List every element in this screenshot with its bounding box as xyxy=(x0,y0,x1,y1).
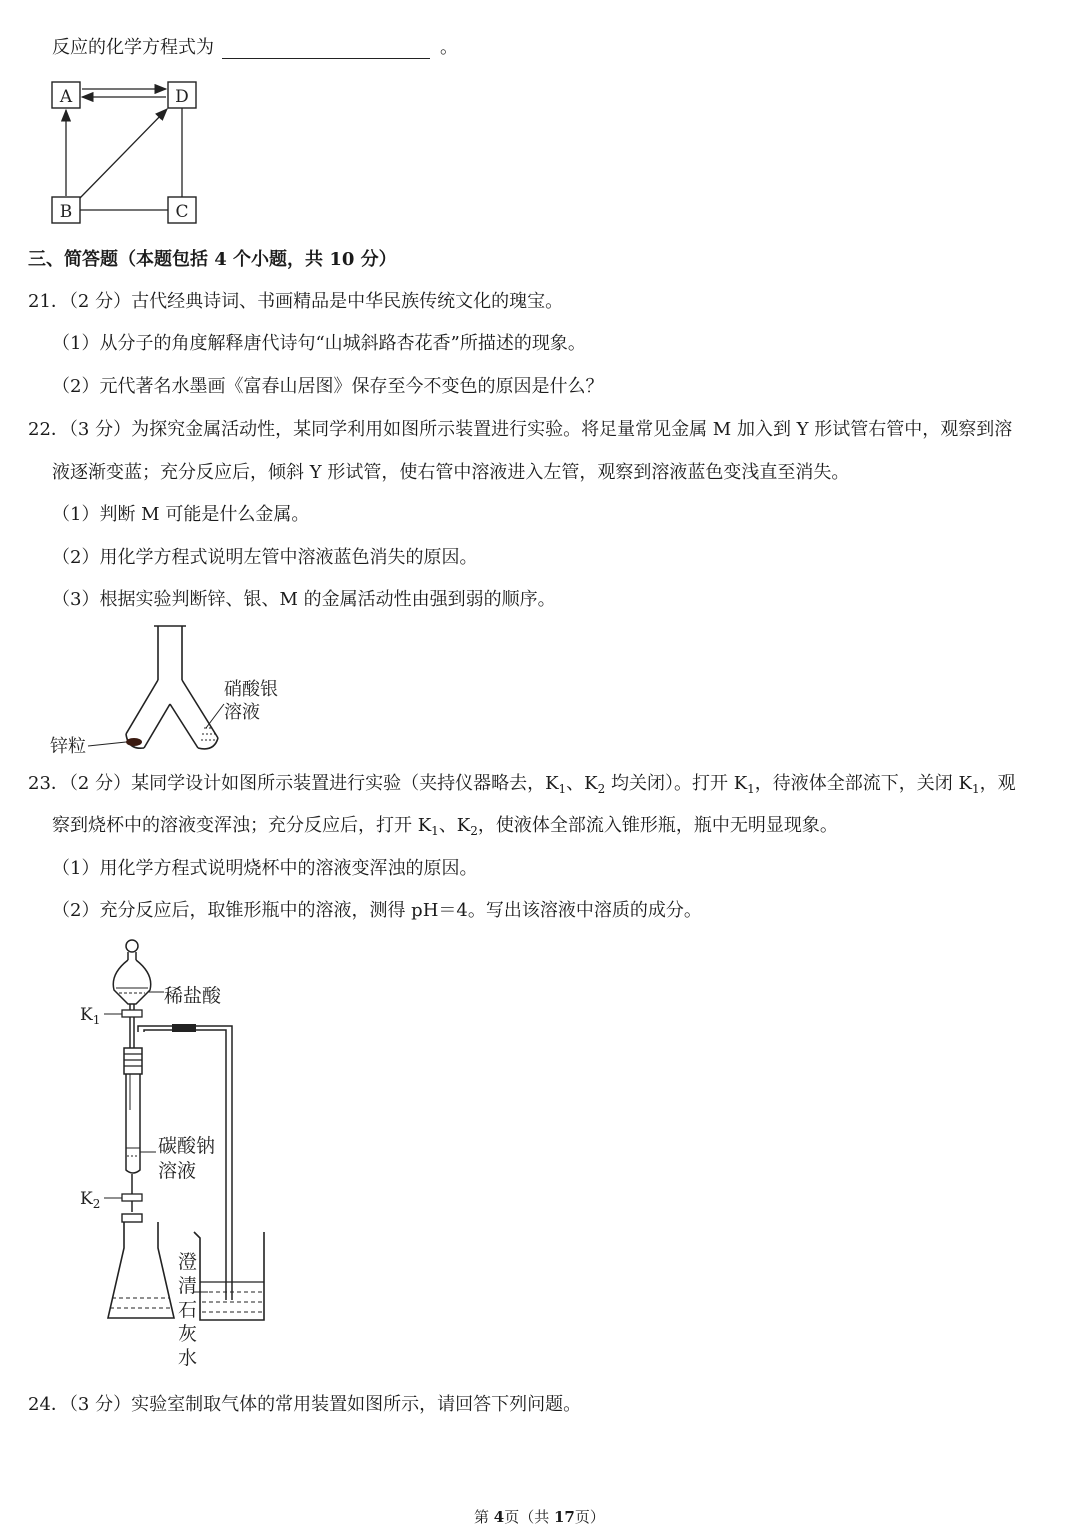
footer-page-number: 4 xyxy=(493,1508,505,1526)
q23-stem-line1 xyxy=(28,773,1016,796)
q23-stem1-b: 、K xyxy=(566,773,598,794)
q21-stem: 21．（2 分）古代经典诗词、书画精品是中华民族传统文化的瑰宝。 xyxy=(28,291,564,312)
label-limewater-5: 水 xyxy=(178,1347,198,1369)
node-d-label: D xyxy=(175,87,189,107)
label-silver-nitrate: 硝酸银 xyxy=(224,679,278,700)
sub-2: 2 xyxy=(597,782,606,796)
q22-part2: （2）用化学方程式说明左管中溶液蓝色消失的原因。 xyxy=(52,547,478,568)
label-sodium-carbonate: 碳酸钠 xyxy=(158,1135,216,1157)
q23-stem-line2 xyxy=(52,815,838,838)
q23-stem1-d: ，待液体全部流下，关闭 K xyxy=(754,773,972,794)
sub-1: 1 xyxy=(431,824,439,838)
q23-stem1-a: 23．（2 分）某同学设计如图所示装置进行实验（夹持仪器略去，K xyxy=(28,773,559,794)
label-solution: 溶液 xyxy=(224,702,260,723)
stopper xyxy=(124,1048,142,1074)
sub-1: 1 xyxy=(971,782,980,796)
label-limewater-2: 清 xyxy=(178,1275,198,1297)
apparatus-figure xyxy=(48,930,308,1376)
q22-part1: （1）判断 M 可能是什么金属。 xyxy=(52,504,310,525)
label-leader-solution xyxy=(206,704,224,728)
q23-stem2-b: 、K xyxy=(438,815,471,836)
q23-stem2-c: ，使液体全部流入锥形瓶，瓶中无明显现象。 xyxy=(477,815,838,836)
k1-stopcock xyxy=(122,1010,142,1017)
label-leader-zinc xyxy=(88,742,126,746)
label-zinc-granule: 锌粒 xyxy=(50,736,86,757)
q21-part2: （2）元代著名水墨画《富春山居图》保存至今不变色的原因是什么？ xyxy=(52,376,604,397)
node-a-label: A xyxy=(59,87,73,107)
q23-stem1-e: ，观 xyxy=(979,773,1016,794)
label-limewater-3: 石 xyxy=(178,1299,198,1321)
q20-prompt: 反应的化学方程式为 xyxy=(52,37,214,58)
conical-flask xyxy=(108,1222,174,1318)
q23-part2: （2）充分反应后，取锥形瓶中的溶液，测得 pH＝4。写出该溶液中溶质的成分。 xyxy=(52,900,702,921)
separatory-funnel-bulb xyxy=(113,960,150,1004)
q23-stem1-c: 均关闭）。打开 K xyxy=(605,773,748,794)
label-limewater-1: 澄 xyxy=(178,1251,198,1273)
y-tube-right-arm-outer xyxy=(182,680,218,738)
label-k1 xyxy=(80,1005,100,1027)
k1-k: K xyxy=(80,1005,93,1025)
zinc-granule xyxy=(126,738,142,746)
node-b-label: B xyxy=(59,202,73,222)
q22-stem-line2: 液逐渐变蓝；充分反应后，倾斜 Y 形试管，使右管中溶液进入左管，观察到溶液蓝色变浅直至消失。 xyxy=(52,462,850,483)
label-dilute-hcl: 稀盐酸 xyxy=(164,985,222,1007)
footer-c: 页） xyxy=(574,1508,605,1526)
q23-stem2-a: 察到烧杯中的溶液变浑浊；充分反应后，打开 K xyxy=(52,815,432,836)
page-footer xyxy=(474,1506,605,1528)
reaction-tube xyxy=(126,1074,140,1173)
footer-total-pages: 17 xyxy=(554,1508,575,1526)
q21-part1: （1）从分子的角度解释唐代诗句“山城斜路杏花香”所描述的现象。 xyxy=(52,333,586,354)
sub-1: 1 xyxy=(558,782,567,796)
q23-part1: （1）用化学方程式说明烧杯中的溶液变浑浊的原因。 xyxy=(52,858,478,879)
y-tube-figure xyxy=(48,622,288,758)
label-k2 xyxy=(80,1189,100,1211)
flask-stopper xyxy=(122,1214,142,1222)
label-na2co3-solution: 溶液 xyxy=(158,1160,197,1182)
q20-period: 。 xyxy=(440,37,458,58)
beaker xyxy=(194,1232,264,1320)
k2-sub: 2 xyxy=(92,1197,101,1211)
y-tube-left-arm-inner xyxy=(144,704,170,748)
q20-answer-line xyxy=(52,37,458,59)
abcd-relation-diagram xyxy=(48,78,200,228)
k1-sub: 1 xyxy=(92,1013,101,1027)
label-limewater-4: 灰 xyxy=(178,1323,198,1345)
sub-1: 1 xyxy=(747,782,755,796)
node-c-label: C xyxy=(175,202,189,222)
sub-2: 2 xyxy=(470,824,478,838)
rubber-connector xyxy=(172,1024,196,1032)
arrow-b-to-d xyxy=(80,109,167,198)
y-tube-right-arm-inner xyxy=(170,704,198,748)
k2-stopcock xyxy=(122,1194,142,1201)
q24-stem: 24．（3 分）实验室制取气体的常用装置如图所示，请回答下列问题。 xyxy=(28,1394,582,1415)
q22-stem-line1: 22．（3 分）为探究金属活动性，某同学利用如图所示装置进行实验。将足量常见金属 M 加入到 Y 形试管右管中，观察到溶 xyxy=(28,419,1013,440)
footer-a: 第 xyxy=(474,1508,494,1526)
q22-part3: （3）根据实验判断锌、银、M 的金属活动性由强到弱的顺序。 xyxy=(52,589,556,610)
funnel-stopper xyxy=(126,940,138,952)
answer-blank[interactable] xyxy=(222,40,430,59)
footer-b: 页（共 xyxy=(504,1508,554,1526)
section3-title: 三、简答题（本题包括 4 个小题，共 10 分） xyxy=(28,249,397,270)
y-tube-left-arm-outer xyxy=(126,680,158,734)
k2-k: K xyxy=(80,1189,93,1209)
